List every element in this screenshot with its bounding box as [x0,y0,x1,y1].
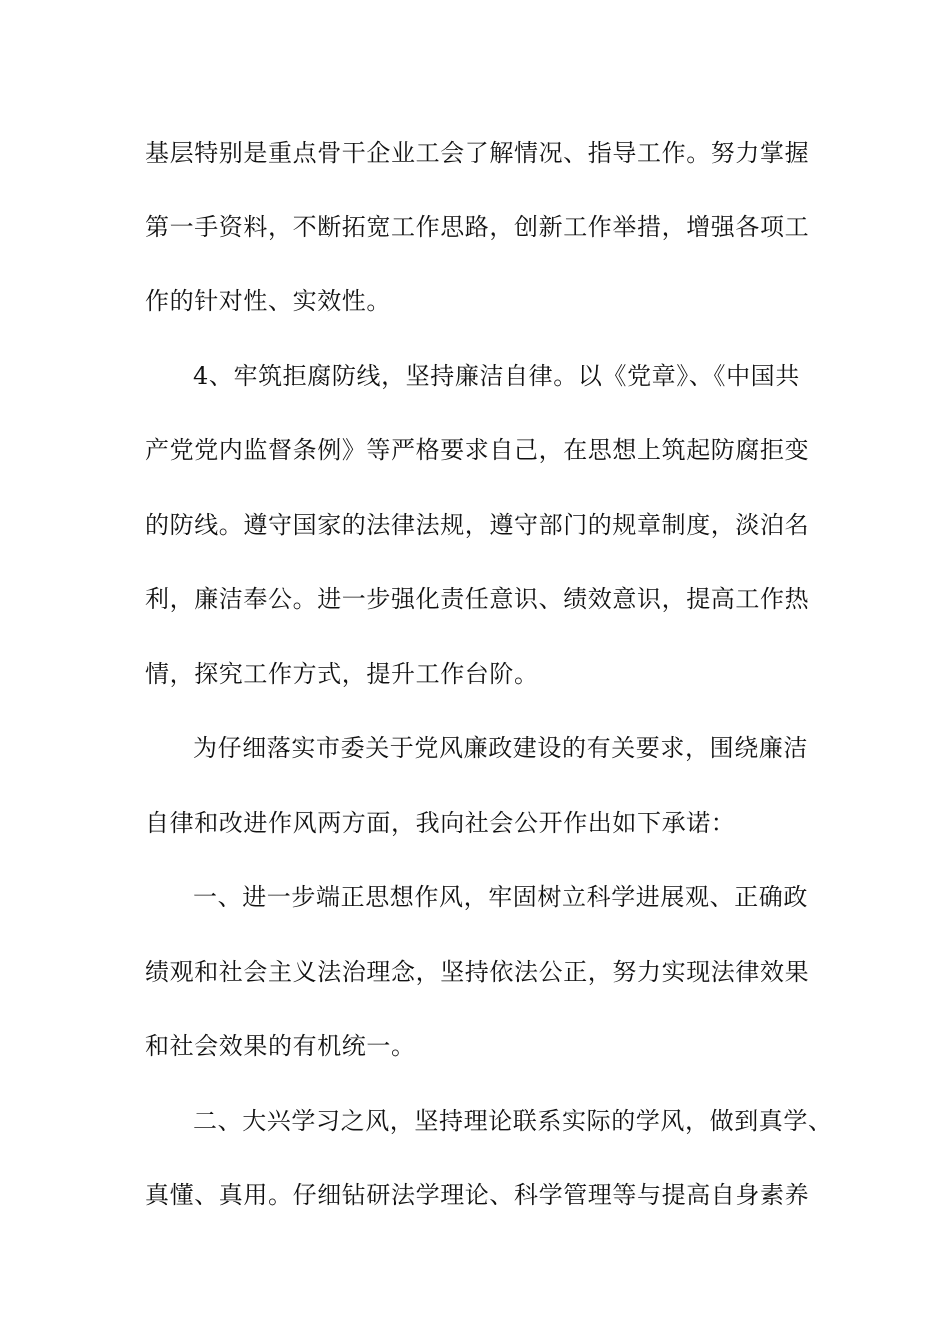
text-line: 二、大兴学习之风，坚持理论联系实际的学风，做到真学、 [193,1107,833,1135]
text-line: 绩观和社会主义法治理念，坚持依法公正，努力实现法律效果 [145,958,810,986]
text-line: 为仔细落实市委关于党风廉政建设的有关要求，围绕廉洁 [193,734,808,762]
text-line: 基层特别是重点骨干企业工会了解情况、指导工作。努力掌握 [145,139,810,167]
text-line: 第一手资料，不断拓宽工作思路，创新工作举措，增强各项工 [145,213,810,241]
text-line: 产党党内监督条例》等严格要求自己，在思想上筑起防腐拒变 [145,436,810,464]
text-line: 一、进一步端正思想作风，牢固树立科学进展观、正确政 [193,883,808,911]
text-line: 和社会效果的有机统一。 [145,1032,416,1060]
text-line: 情，探究工作方式，提升工作台阶。 [145,660,539,688]
text-line: 利，廉洁奉公。进一步强化责任意识、绩效意识，提高工作热 [145,585,810,613]
text-line: 真懂、真用。仔细钻研法学理论、科学管理等与提高自身素养 [145,1181,810,1209]
text-line: 4、牢筑拒腐防线，坚持廉洁自律。以《党章》、《中国共 [193,362,800,390]
text-line: 的防线。遵守国家的法律法规，遵守部门的规章制度，淡泊名 [145,511,810,539]
text-line: 作的针对性、实效性。 [145,287,391,315]
text-line: 自律和改进作风两方面，我向社会公开作出如下承诺： [145,809,736,837]
